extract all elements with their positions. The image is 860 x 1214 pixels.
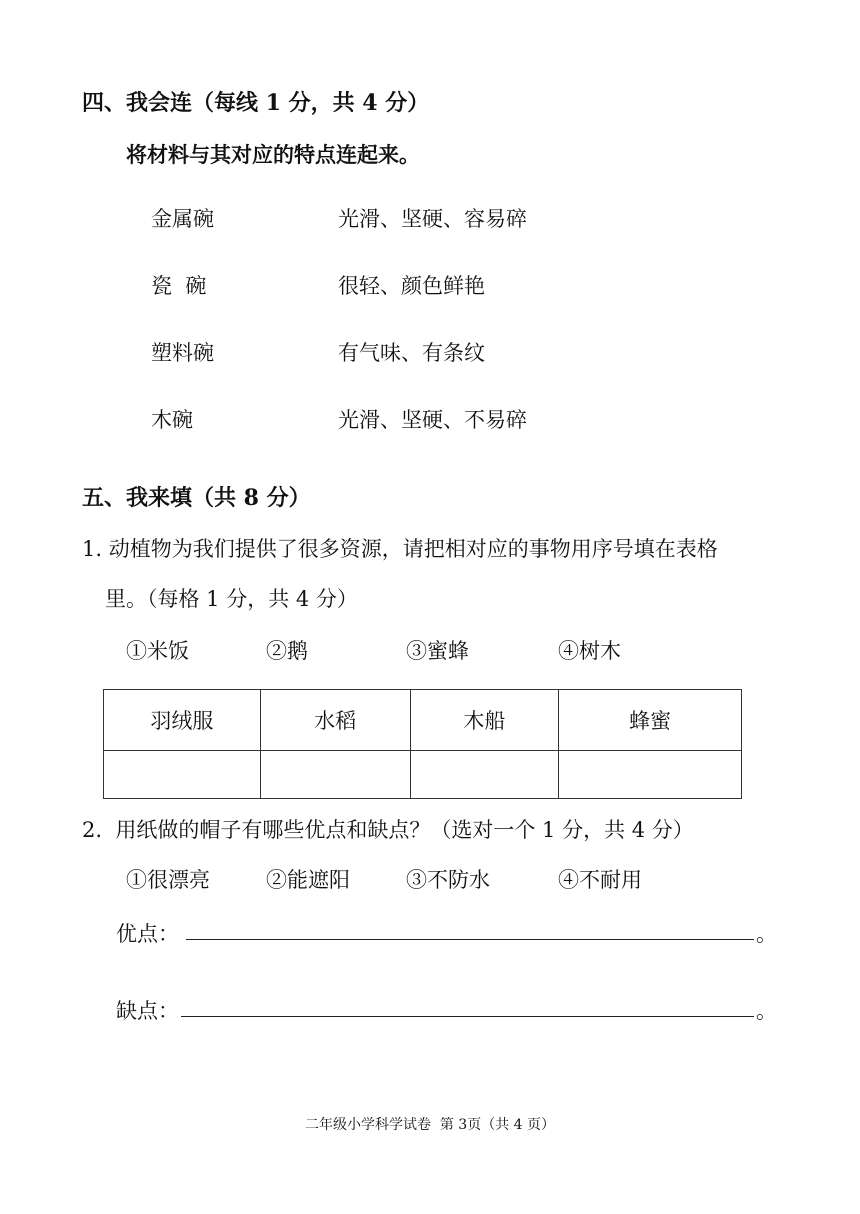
answer-cell-wooden-boat[interactable] bbox=[410, 751, 559, 799]
table-header-rice: 水稻 bbox=[260, 690, 410, 751]
q1-option-1: ①米饭 bbox=[126, 639, 189, 663]
advantages-label: 优点： bbox=[116, 922, 179, 946]
material-porcelain-bowl[interactable]: 瓷 碗 bbox=[151, 274, 207, 298]
table-header-honey: 蜂蜜 bbox=[559, 690, 742, 751]
section4-title: 四、我会连（每线 1 分，共 4 分） bbox=[82, 90, 430, 116]
q2-option-3: ③不防水 bbox=[406, 868, 490, 892]
feature-1[interactable]: 光滑、坚硬、容易碎 bbox=[338, 207, 527, 231]
answer-cell-rice[interactable] bbox=[260, 751, 410, 799]
q1-answer-table bbox=[103, 689, 742, 799]
table-header-wooden-boat: 木船 bbox=[410, 690, 559, 751]
feature-4[interactable]: 光滑、坚硬、不易碎 bbox=[338, 408, 527, 432]
q1-option-2: ②鹅 bbox=[266, 639, 308, 663]
q1-option-3: ③蜜蜂 bbox=[406, 639, 469, 663]
disadvantages-label: 缺点： bbox=[116, 999, 179, 1023]
material-wood-bowl[interactable]: 木碗 bbox=[151, 408, 193, 432]
feature-3[interactable]: 有气味、有条纹 bbox=[338, 341, 485, 365]
q2-option-4: ④不耐用 bbox=[558, 868, 642, 892]
q1-option-4: ④树木 bbox=[558, 639, 621, 663]
advantages-answer-line[interactable] bbox=[186, 939, 754, 940]
material-metal-bowl[interactable]: 金属碗 bbox=[151, 207, 214, 231]
q1-text-line1: 1. 动植物为我们提供了很多资源，请把相对应的事物用序号填在表格 bbox=[82, 537, 718, 561]
advantages-period: 。 bbox=[756, 922, 777, 946]
material-plastic-bowl[interactable]: 塑料碗 bbox=[151, 341, 214, 365]
answer-cell-down-jacket[interactable] bbox=[104, 751, 261, 799]
answer-cell-honey[interactable] bbox=[559, 751, 742, 799]
disadvantages-answer-line[interactable] bbox=[181, 1016, 754, 1017]
section5-title: 五、我来填（共 8 分） bbox=[82, 485, 311, 511]
disadvantages-period: 。 bbox=[756, 999, 777, 1023]
feature-2[interactable]: 很轻、颜色鲜艳 bbox=[338, 274, 485, 298]
q1-text-line2: 里。（每格 1 分，共 4 分） bbox=[105, 587, 358, 611]
page-footer: 二年级小学科学试卷 第 3页（共 4 页） bbox=[304, 1117, 556, 1133]
q2-option-1: ①很漂亮 bbox=[126, 868, 210, 892]
q2-option-2: ②能遮阳 bbox=[266, 868, 350, 892]
section4-instruction: 将材料与其对应的特点连起来。 bbox=[126, 142, 420, 167]
q2-text: 2. 用纸做的帽子有哪些优点和缺点？（选对一个 1 分，共 4 分） bbox=[82, 818, 694, 842]
table-header-down-jacket: 羽绒服 bbox=[104, 690, 261, 751]
